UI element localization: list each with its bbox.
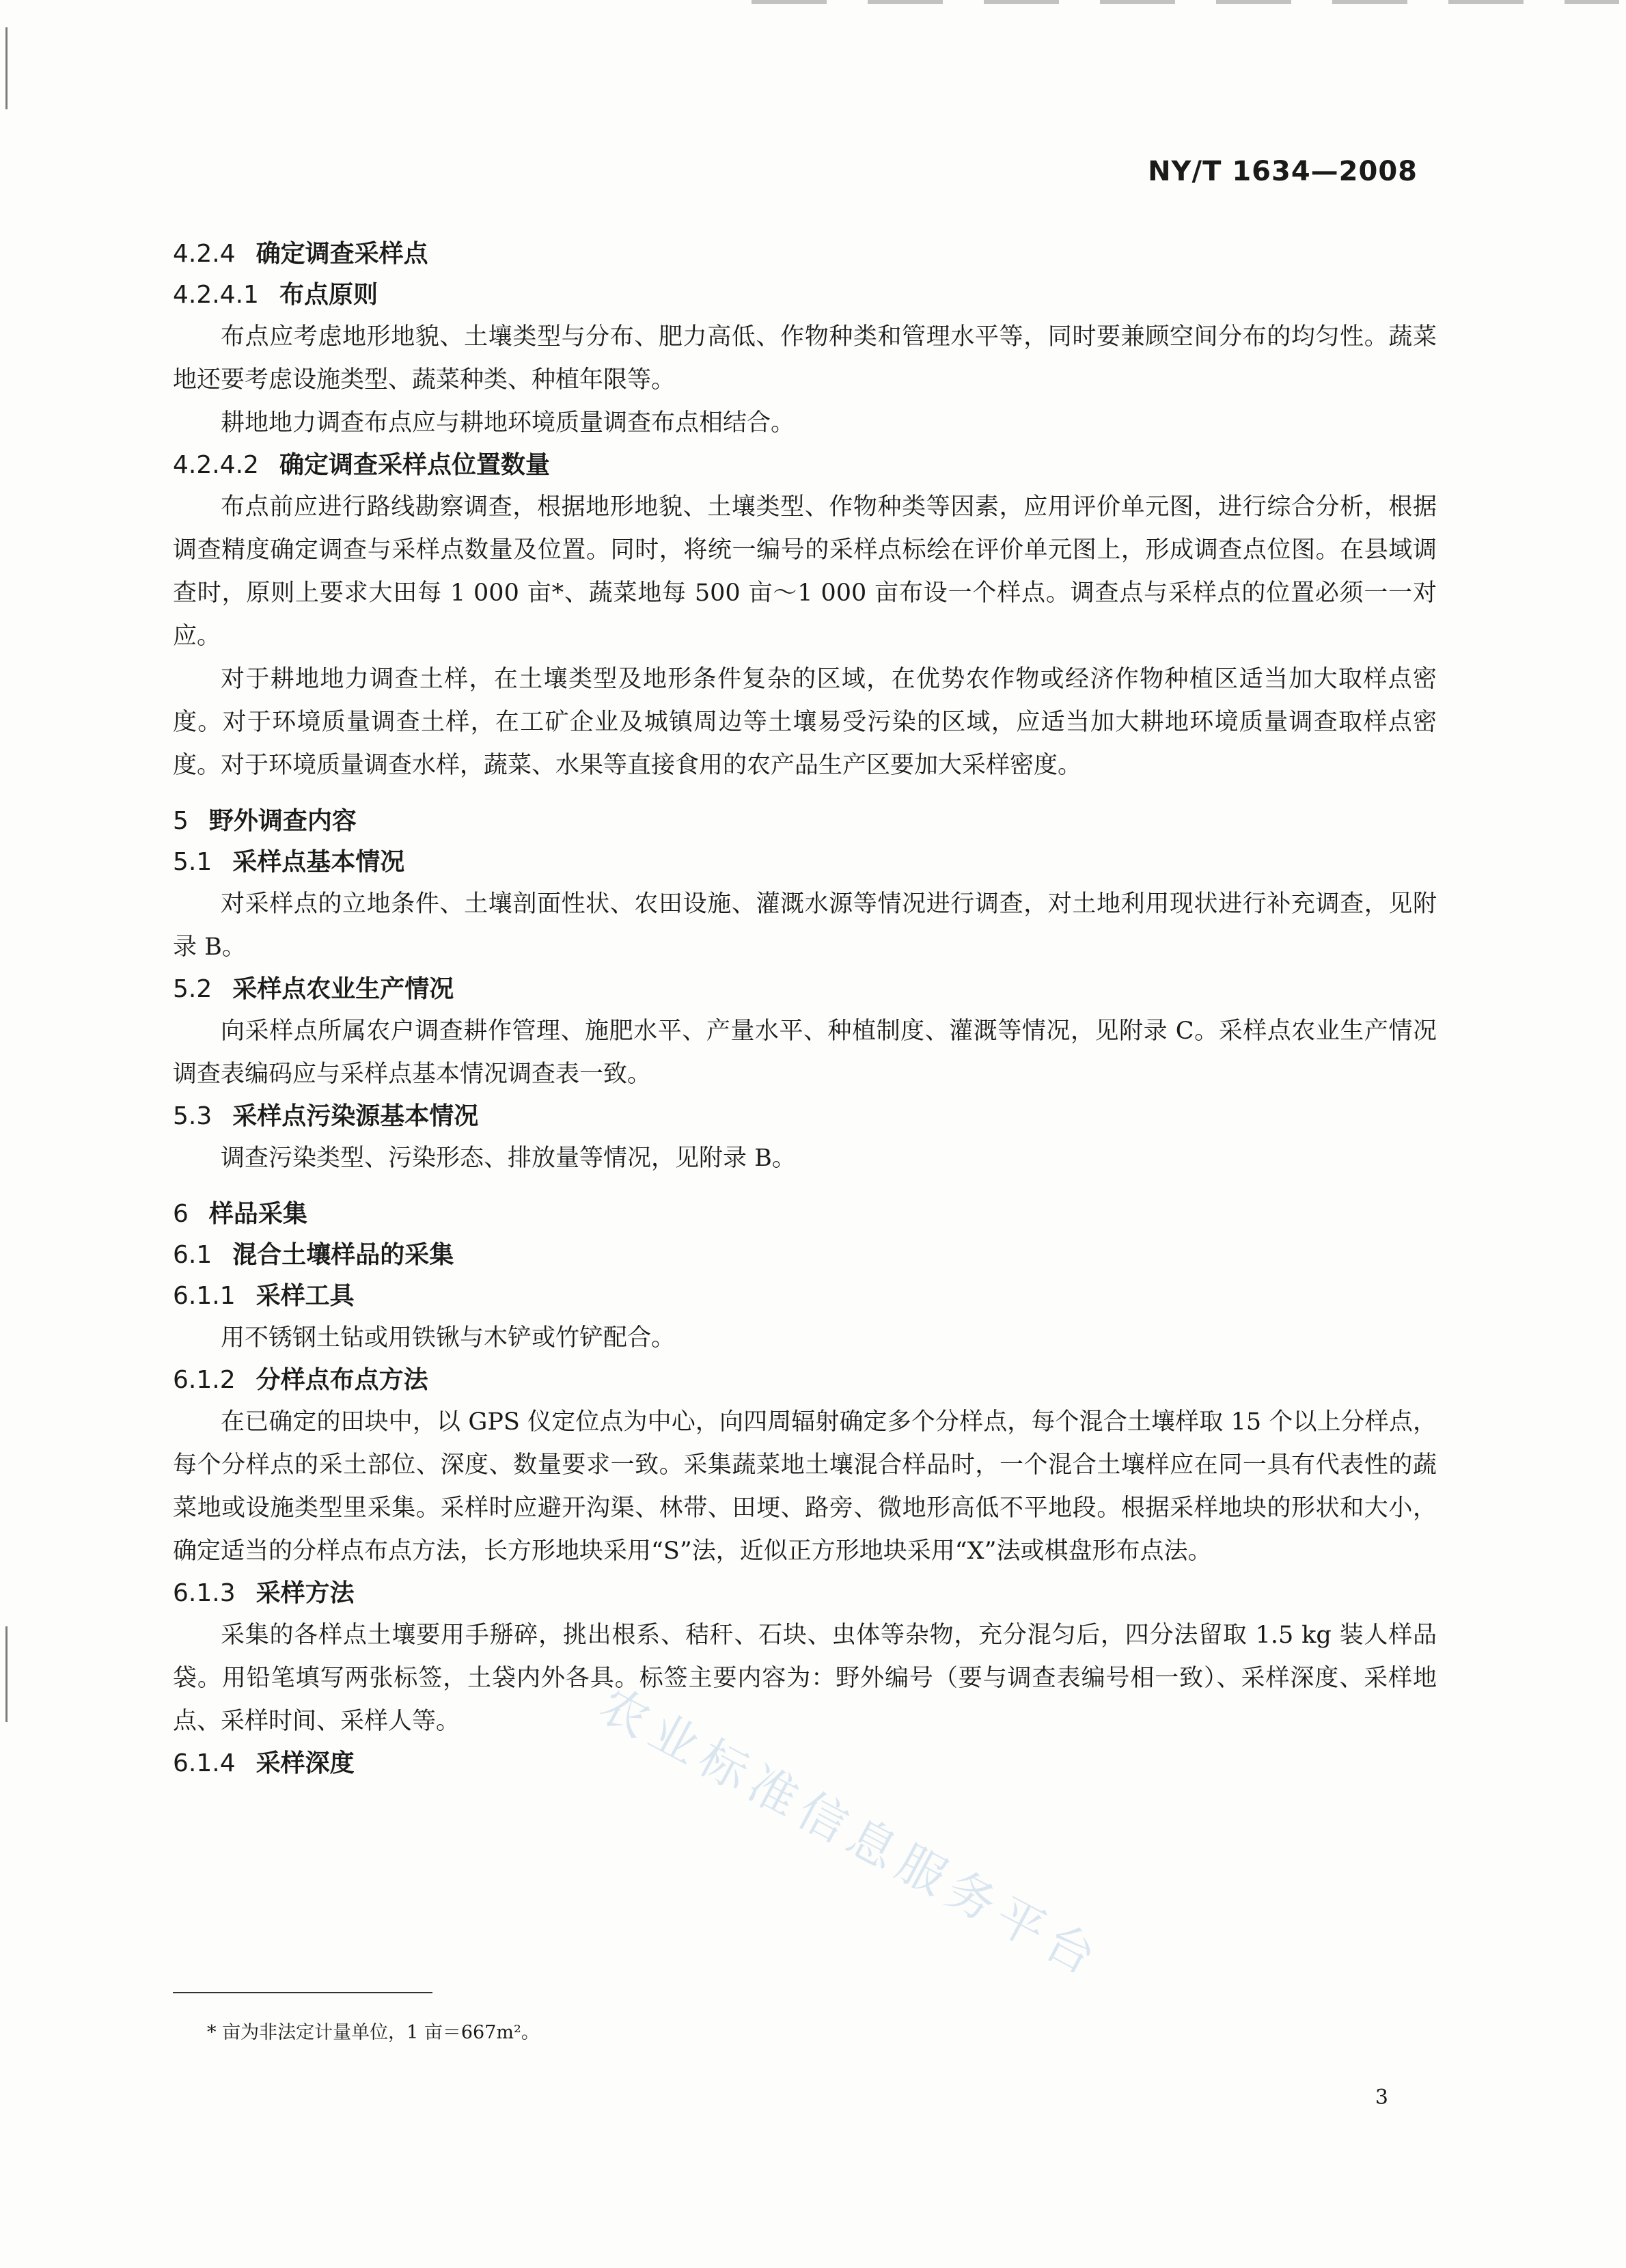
heading-number: 5 [173,807,189,835]
heading-title: 确定调查采样点位置数量 [279,451,550,479]
heading-number: 6.1.2 [173,1366,236,1394]
section-heading [173,1096,1437,1137]
top-scan-rule [752,0,1619,4]
chapter-heading [173,801,1437,842]
section-heading [173,275,1437,316]
heading-title: 样品采集 [208,1200,307,1228]
standard-code: NY/T 1634—2008 [1148,156,1418,187]
heading-title: 布点原则 [279,281,378,309]
heading-number: 5.3 [173,1102,212,1130]
paragraph: 对于耕地地力调查土样，在土壤类型及地形条件复杂的区域，在优势农作物或经济作物种植区适当加大取样点密度。对于环境质量调查土样，在工矿企业及城镇周边等土壤易受污染的区域，应适当加大耕地环境质量调查取样点密度。对于环境质量调查水样，蔬菜、水果等直接食用的农产品生产区要加大采样密度。 [173,666,1437,779]
paragraph: 向采样点所属农户调查耕作管理、施肥水平、产量水平、种植制度、灌溉等情况，见附录 C。采样点农业生产情况调查表编码应与采样点基本情况调查表一致。 [173,1017,1437,1088]
document-body [173,234,1437,1784]
section-heading [173,969,1437,1010]
paragraph: 在已确定的田块中，以 GPS 仪定位点为中心，向四周辐射确定多个分样点，每个混合土壤样取 15 个以上分样点，每个分样点的采土部位、深度、数量要求一致。采集蔬菜地土壤混合样品时，一个混合土壤样应在同一具有代表性的蔬菜地或设施类型里采集。采样时应避开沟渠、林带、田埂、路旁、微地形高低不平地段。根据采样地块的形状和大小，确定适当的分样点布点方法，长方形地块采用“S”法，近似正方形地块采用“X”法或棋盘形布点法。 [173,1408,1437,1565]
section-heading [173,1573,1437,1614]
heading-title: 采样工具 [256,1282,355,1310]
paragraph: 用不锈钢土钻或用铁锹与木铲或竹铲配合。 [221,1324,676,1352]
heading-title: 采样方法 [256,1579,355,1607]
heading-number: 4.2.4.2 [173,451,259,479]
chapter-heading [173,1194,1437,1235]
heading-number: 5.2 [173,975,212,1003]
section-heading [173,234,1437,275]
watermark: 农业标准信息服务平台 [590,1676,1112,1989]
heading-number: 6.1 [173,1241,212,1269]
paragraph: 对采样点的立地条件、土壤剖面性状、农田设施、灌溉水源等情况进行调查，对土地利用现状进行补充调查，见附录 B。 [173,890,1437,961]
section-heading [173,1276,1437,1317]
left-scan-mark [5,1626,8,1722]
paragraph: 布点前应进行路线勘察调查，根据地形地貌、土壤类型、作物种类等因素，应用评价单元图，进行综合分析，根据调查精度确定调查与采样点数量及位置。同时，将统一编号的采样点标绘在评价单元图上，形成调查点位图。在县域调查时，原则上要求大田每 1 000 亩*、蔬菜地每 500 亩～1 000 亩布设一个样点。调查点与采样点的位置必须一一对应。 [173,493,1437,650]
section-heading [173,1360,1437,1401]
paragraph: 布点应考虑地形地貌、土壤类型与分布、肥力高低、作物种类和管理水平等，同时要兼顾空间分布的均匀性。蔬菜地还要考虑设施类型、蔬菜种类、种植年限等。 [173,323,1437,394]
paragraph: 耕地地力调查布点应与耕地环境质量调查布点相结合。 [221,409,795,437]
section-heading [173,445,1437,486]
left-scan-mark [5,27,8,109]
footnote: * 亩为非法定计量单位，1 亩＝667m²。 [207,2022,540,2043]
heading-title: 采样点基本情况 [232,848,405,876]
heading-number: 6.1.1 [173,1282,236,1310]
heading-number: 6 [173,1200,189,1228]
heading-number: 4.2.4 [173,240,236,268]
heading-number: 6.1.4 [173,1749,236,1777]
heading-title: 采样深度 [256,1749,355,1777]
heading-title: 混合土壤样品的采集 [232,1241,454,1269]
page-number: 3 [1375,2086,1388,2109]
heading-number: 6.1.3 [173,1579,236,1607]
heading-title: 确定调查采样点 [256,240,428,268]
paragraph: 采集的各样点土壤要用手掰碎，挑出根系、秸秆、石块、虫体等杂物，充分混匀后，四分法留取 1.5 kg 装人样品袋。用铅笔填写两张标签，土袋内外各具。标签主要内容为：野外编号（要与调查表编号相一致）、采样深度、采样地点、采样时间、采样人等。 [173,1622,1437,1735]
footnote-rule [173,1992,432,1993]
heading-title: 采样点农业生产情况 [232,975,454,1003]
heading-number: 4.2.4.1 [173,281,259,309]
paragraph: 调查污染类型、污染形态、排放量等情况，见附录 B。 [221,1145,796,1172]
heading-number: 5.1 [173,848,212,876]
heading-title: 野外调查内容 [208,807,357,835]
section-heading [173,1235,1437,1276]
heading-title: 分样点布点方法 [256,1366,428,1394]
section-heading [173,842,1437,883]
heading-title: 采样点污染源基本情况 [232,1102,479,1130]
